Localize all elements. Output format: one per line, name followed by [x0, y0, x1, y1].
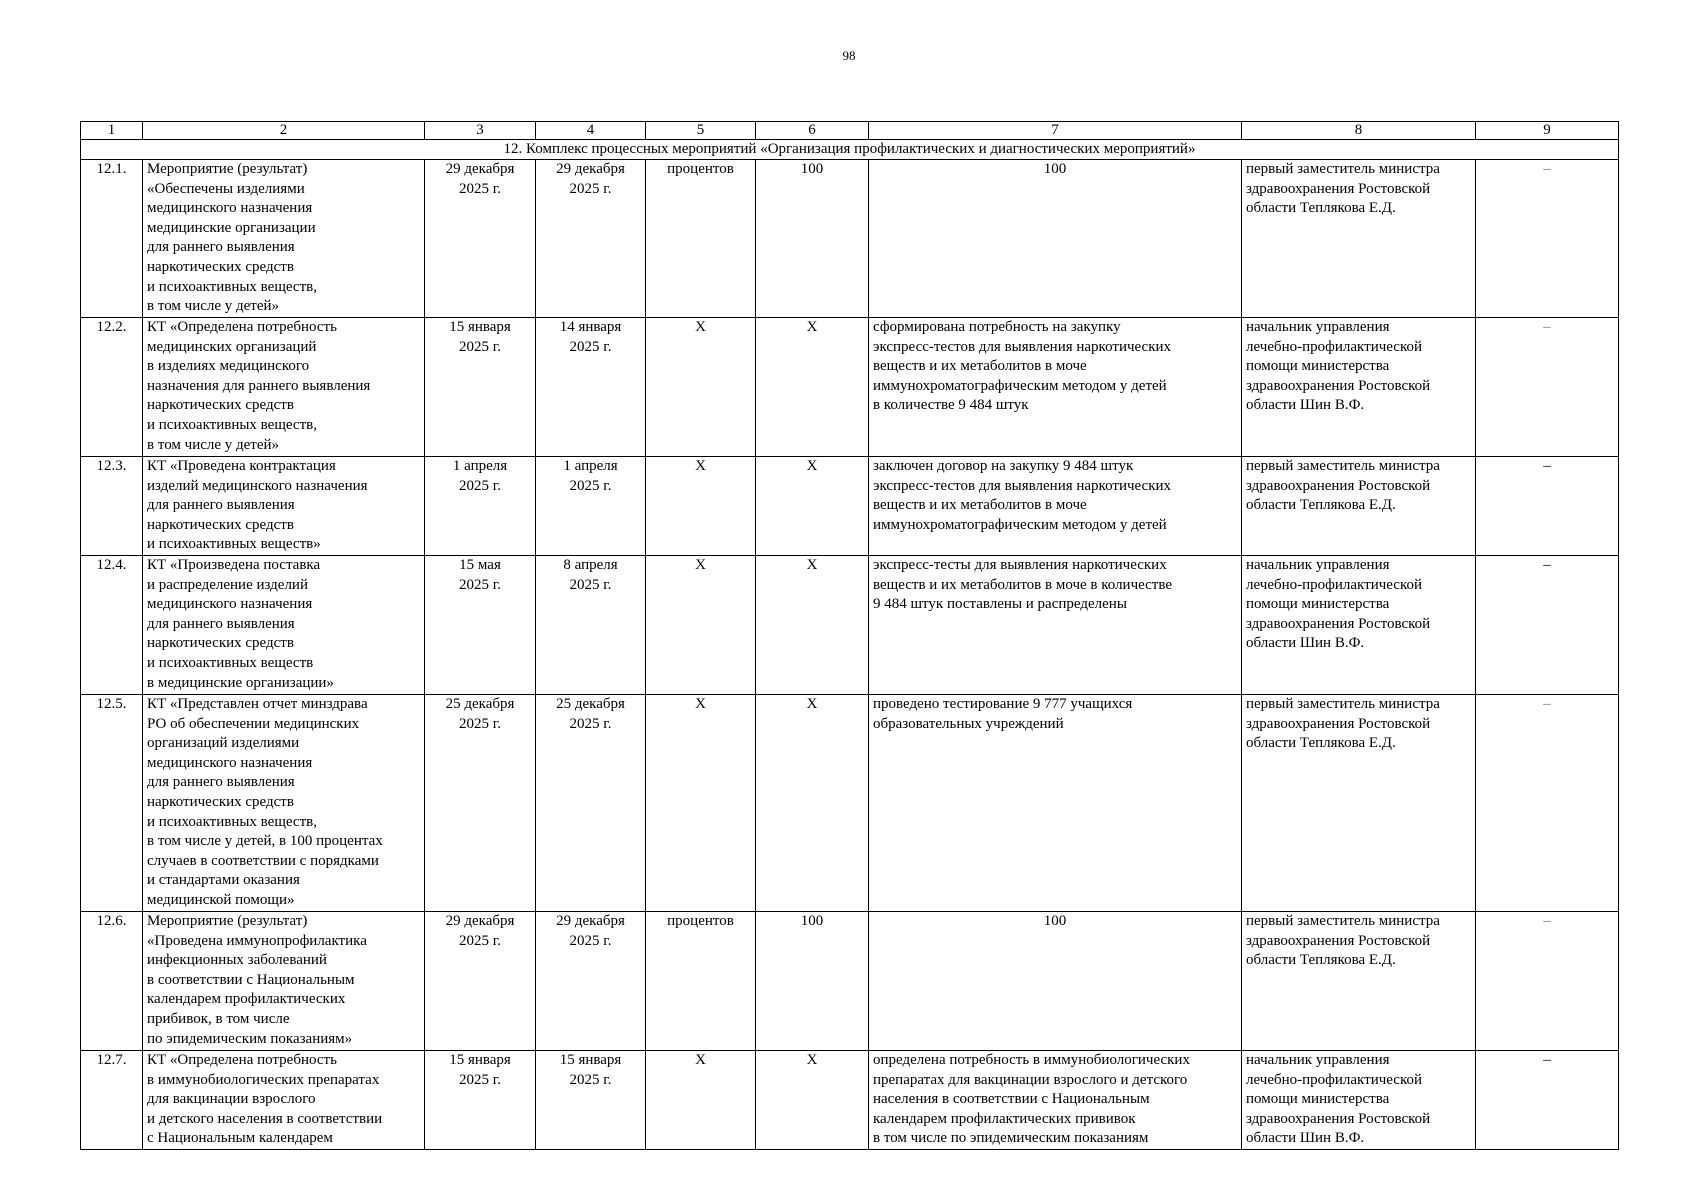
table-row	[81, 457, 1619, 556]
row-responsible: начальник управления лечебно-профилактической помощи министерства здравоохранения Ростовской области Шин В.Ф.	[1242, 556, 1476, 695]
row-fact-value: 100	[869, 912, 1242, 1051]
row-fact-value: заключен договор на закупку 9 484 штук экспресс-тестов для выявления наркотических веществ и их метаболитов в моче иммунохроматографическим методом у детей	[869, 457, 1242, 556]
row-fact-value: экспресс-тесты для выявления наркотических веществ и их метаболитов в моче в количестве 9 484 штук поставлены и распределены	[869, 556, 1242, 695]
table-row	[81, 1051, 1619, 1150]
row-plan-value: 100	[756, 912, 869, 1051]
row-number: 12.4.	[81, 556, 143, 695]
row-plan-value: 100	[756, 160, 869, 318]
row-fact-date: 14 января 2025 г.	[536, 318, 646, 457]
row-plan-date: 29 декабря 2025 г.	[425, 160, 536, 318]
table-row	[81, 556, 1619, 695]
col-header-1: 1	[81, 122, 143, 140]
col-header-6: 6	[756, 122, 869, 140]
row-note: –	[1476, 318, 1619, 457]
col-header-4: 4	[536, 122, 646, 140]
section-title: 12. Комплекс процессных мероприятий «Организация профилактических и диагностических мероприятий»	[81, 140, 1619, 160]
row-plan-value: X	[756, 1051, 869, 1150]
row-number: 12.6.	[81, 912, 143, 1051]
table-row	[81, 912, 1619, 1051]
row-plan-value: X	[756, 457, 869, 556]
events-table	[80, 121, 1619, 1150]
row-unit: X	[646, 695, 756, 912]
row-number: 12.2.	[81, 318, 143, 457]
row-note: –	[1476, 160, 1619, 318]
row-number: 12.7.	[81, 1051, 143, 1150]
row-fact-date: 29 декабря 2025 г.	[536, 912, 646, 1051]
row-name: КТ «Проведена контрактация изделий медицинского назначения для раннего выявления наркотических средств и психоактивных веществ»	[143, 457, 425, 556]
col-header-8: 8	[1242, 122, 1476, 140]
row-name: Мероприятие (результат) «Обеспечены изделиями медицинского назначения медицинские организации для раннего выявления наркотических средств и психоактивных веществ, в том числе у детей»	[143, 160, 425, 318]
column-number-row	[81, 122, 1619, 140]
row-plan-value: X	[756, 695, 869, 912]
row-name: КТ «Определена потребность медицинских организаций в изделиях медицинского назначения для раннего выявления наркотических средств и психоактивных веществ, в том числе у детей»	[143, 318, 425, 457]
row-plan-value: X	[756, 556, 869, 695]
row-unit: X	[646, 457, 756, 556]
row-name: КТ «Произведена поставка и распределение изделий медицинского назначения для раннего выявления наркотических средств и психоактивных веществ в медицинские организации»	[143, 556, 425, 695]
row-plan-value: X	[756, 318, 869, 457]
row-fact-date: 29 декабря 2025 г.	[536, 160, 646, 318]
row-fact-value: проведено тестирование 9 777 учащихся образовательных учреждений	[869, 695, 1242, 912]
row-number: 12.5.	[81, 695, 143, 912]
row-number: 12.3.	[81, 457, 143, 556]
row-note: –	[1476, 912, 1619, 1051]
row-unit: X	[646, 556, 756, 695]
row-fact-date: 1 апреля 2025 г.	[536, 457, 646, 556]
row-plan-date: 1 апреля 2025 г.	[425, 457, 536, 556]
section-row	[81, 140, 1619, 160]
row-fact-value: сформирована потребность на закупку экспресс-тестов для выявления наркотических веществ и их метаболитов в моче иммунохроматографическим методом у детей в количестве 9 484 штук	[869, 318, 1242, 457]
row-unit: процентов	[646, 912, 756, 1051]
col-header-2: 2	[143, 122, 425, 140]
row-responsible: первый заместитель министра здравоохранения Ростовской области Теплякова Е.Д.	[1242, 695, 1476, 912]
col-header-9: 9	[1476, 122, 1619, 140]
row-unit: процентов	[646, 160, 756, 318]
row-note: –	[1476, 1051, 1619, 1150]
row-plan-date: 15 января 2025 г.	[425, 318, 536, 457]
table-row	[81, 695, 1619, 912]
row-unit: X	[646, 1051, 756, 1150]
row-number: 12.1.	[81, 160, 143, 318]
row-plan-date: 29 декабря 2025 г.	[425, 912, 536, 1051]
row-responsible: начальник управления лечебно-профилактической помощи министерства здравоохранения Ростовской области Шин В.Ф.	[1242, 1051, 1476, 1150]
row-fact-value: определена потребность в иммунобиологических препаратах для вакцинации взрослого и детского населения в соответствии с Национальным календарем профилактических прививок в том числе по эпидемическим показаниям	[869, 1051, 1242, 1150]
row-fact-date: 8 апреля 2025 г.	[536, 556, 646, 695]
row-note: –	[1476, 556, 1619, 695]
table-row	[81, 160, 1619, 318]
row-note: –	[1476, 695, 1619, 912]
row-responsible: первый заместитель министра здравоохранения Ростовской области Теплякова Е.Д.	[1242, 160, 1476, 318]
row-fact-date: 15 января 2025 г.	[536, 1051, 646, 1150]
page-number: 98	[842, 48, 856, 63]
row-responsible: первый заместитель министра здравоохранения Ростовской области Теплякова Е.Д.	[1242, 457, 1476, 556]
row-name: КТ «Представлен отчет минздрава РО об обеспечении медицинских организаций изделиями медицинского назначения для раннего выявления наркотических средств и психоактивных веществ, в том числе у детей, в 100 процентах случаев в соответствии с порядками и стандартами оказания медицинской помощи»	[143, 695, 425, 912]
row-note: –	[1476, 457, 1619, 556]
col-header-7: 7	[869, 122, 1242, 140]
col-header-5: 5	[646, 122, 756, 140]
row-fact-value: 100	[869, 160, 1242, 318]
row-plan-date: 15 января 2025 г.	[425, 1051, 536, 1150]
row-name: Мероприятие (результат) «Проведена иммунопрофилактика инфекционных заболеваний в соответствии с Национальным календарем профилактических прибивок, в том числе по эпидемическим показаниям»	[143, 912, 425, 1051]
col-header-3: 3	[425, 122, 536, 140]
row-responsible: начальник управления лечебно-профилактической помощи министерства здравоохранения Ростовской области Шин В.Ф.	[1242, 318, 1476, 457]
row-responsible: первый заместитель министра здравоохранения Ростовской области Теплякова Е.Д.	[1242, 912, 1476, 1051]
row-name: КТ «Определена потребность в иммунобиологических препаратах для вакцинации взрослого и детского населения в соответствии с Национальным календарем	[143, 1051, 425, 1150]
row-fact-date: 25 декабря 2025 г.	[536, 695, 646, 912]
row-unit: X	[646, 318, 756, 457]
row-plan-date: 25 декабря 2025 г.	[425, 695, 536, 912]
table-row	[81, 318, 1619, 457]
row-plan-date: 15 мая 2025 г.	[425, 556, 536, 695]
